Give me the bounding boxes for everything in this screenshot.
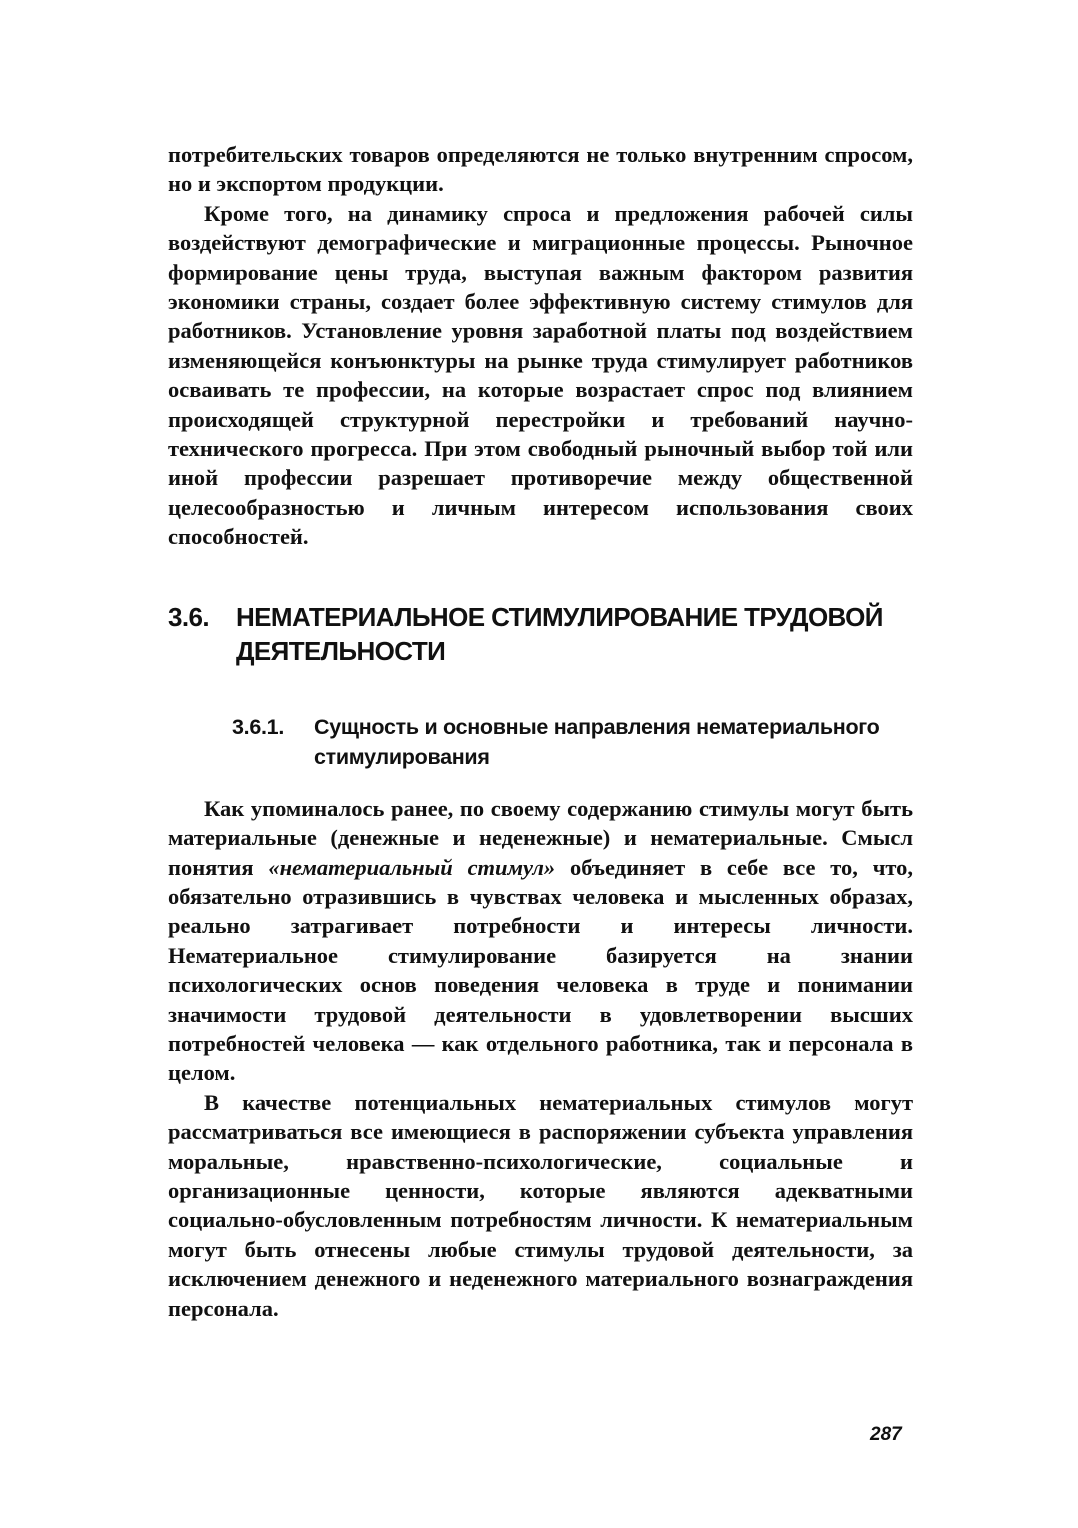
section-title: НЕМАТЕРИАЛЬНОЕ СТИМУЛИРОВАНИЕ ТРУДОВОЙ ДЕЯТЕЛЬНОСТИ	[236, 601, 883, 666]
term-emphasis: «нематериальный стимул»	[268, 854, 556, 880]
paragraph-nonmaterial-stimuli: В качестве потенциальных нематериальных стимулов могут рассматриваться все имеющиеся в распоряжении субъекта управления моральные, нравственно-психологические, социальные и организационные ценности, которые являются адекватными социально-обусловленным потребностям личности. К нематериальным могут быть отнесены любые стимулы трудовой деятельности, за исключением денежного и неденежного материального вознаграждения персонала.	[168, 1089, 913, 1321]
paragraph-nonmaterial-definition	[168, 794, 913, 1088]
paragraph-text-after: объединяет в себе все то, что, обязательно отразившись в чувствах человека и мысленных образах, реально затрагивает потребности и интересы личности. Нематериальное стимулирование базируется на знании психологических основ поведения человека в труде и понимании значимости трудовой деятельности в удовлетворении высших потребностей человека — как отдельного работника, так и персонала в целом.	[168, 854, 914, 1086]
paragraph-labor-market: Кроме того, на динамику спроса и предложения рабочей силы воздействуют демографические и миграционные процессы. Рыночное формирование цены труда, выступая важным фактором развития экономики страны, создает более эффективную систему стимулов для работников. Установление уровня заработной платы под воздействием изменяющейся конъюнктуры на рынке труда стимулирует работников осваивать те профессии, на которые возрастает спрос под влиянием происходящей структурной перестройки и требований научно-технического прогресса. При этом свободный рыночный выбор той или иной профессии разрешает противоречие между общественной целесообразностью и личным интересом использования своих способностей.	[168, 200, 913, 550]
section-heading	[168, 600, 913, 668]
subsection-title: Сущность и основные направления нематериального стимулирования	[314, 714, 880, 769]
page-number: 287	[870, 1424, 902, 1445]
subsection-heading	[232, 712, 913, 772]
subsection-number: 3.6.1.	[232, 714, 284, 739]
paragraph-text-before: Как упоминалось ранее, по своему содержанию стимулы могут быть материальные (денежные и неденежные) и нематериальные. Смысл понятия	[168, 795, 913, 880]
page-content	[168, 140, 913, 1323]
section-number: 3.6.	[168, 601, 209, 632]
paragraph-continuation: потребительских товаров определяются не только внутренним спросом, но и экспортом продукции.	[168, 142, 913, 197]
